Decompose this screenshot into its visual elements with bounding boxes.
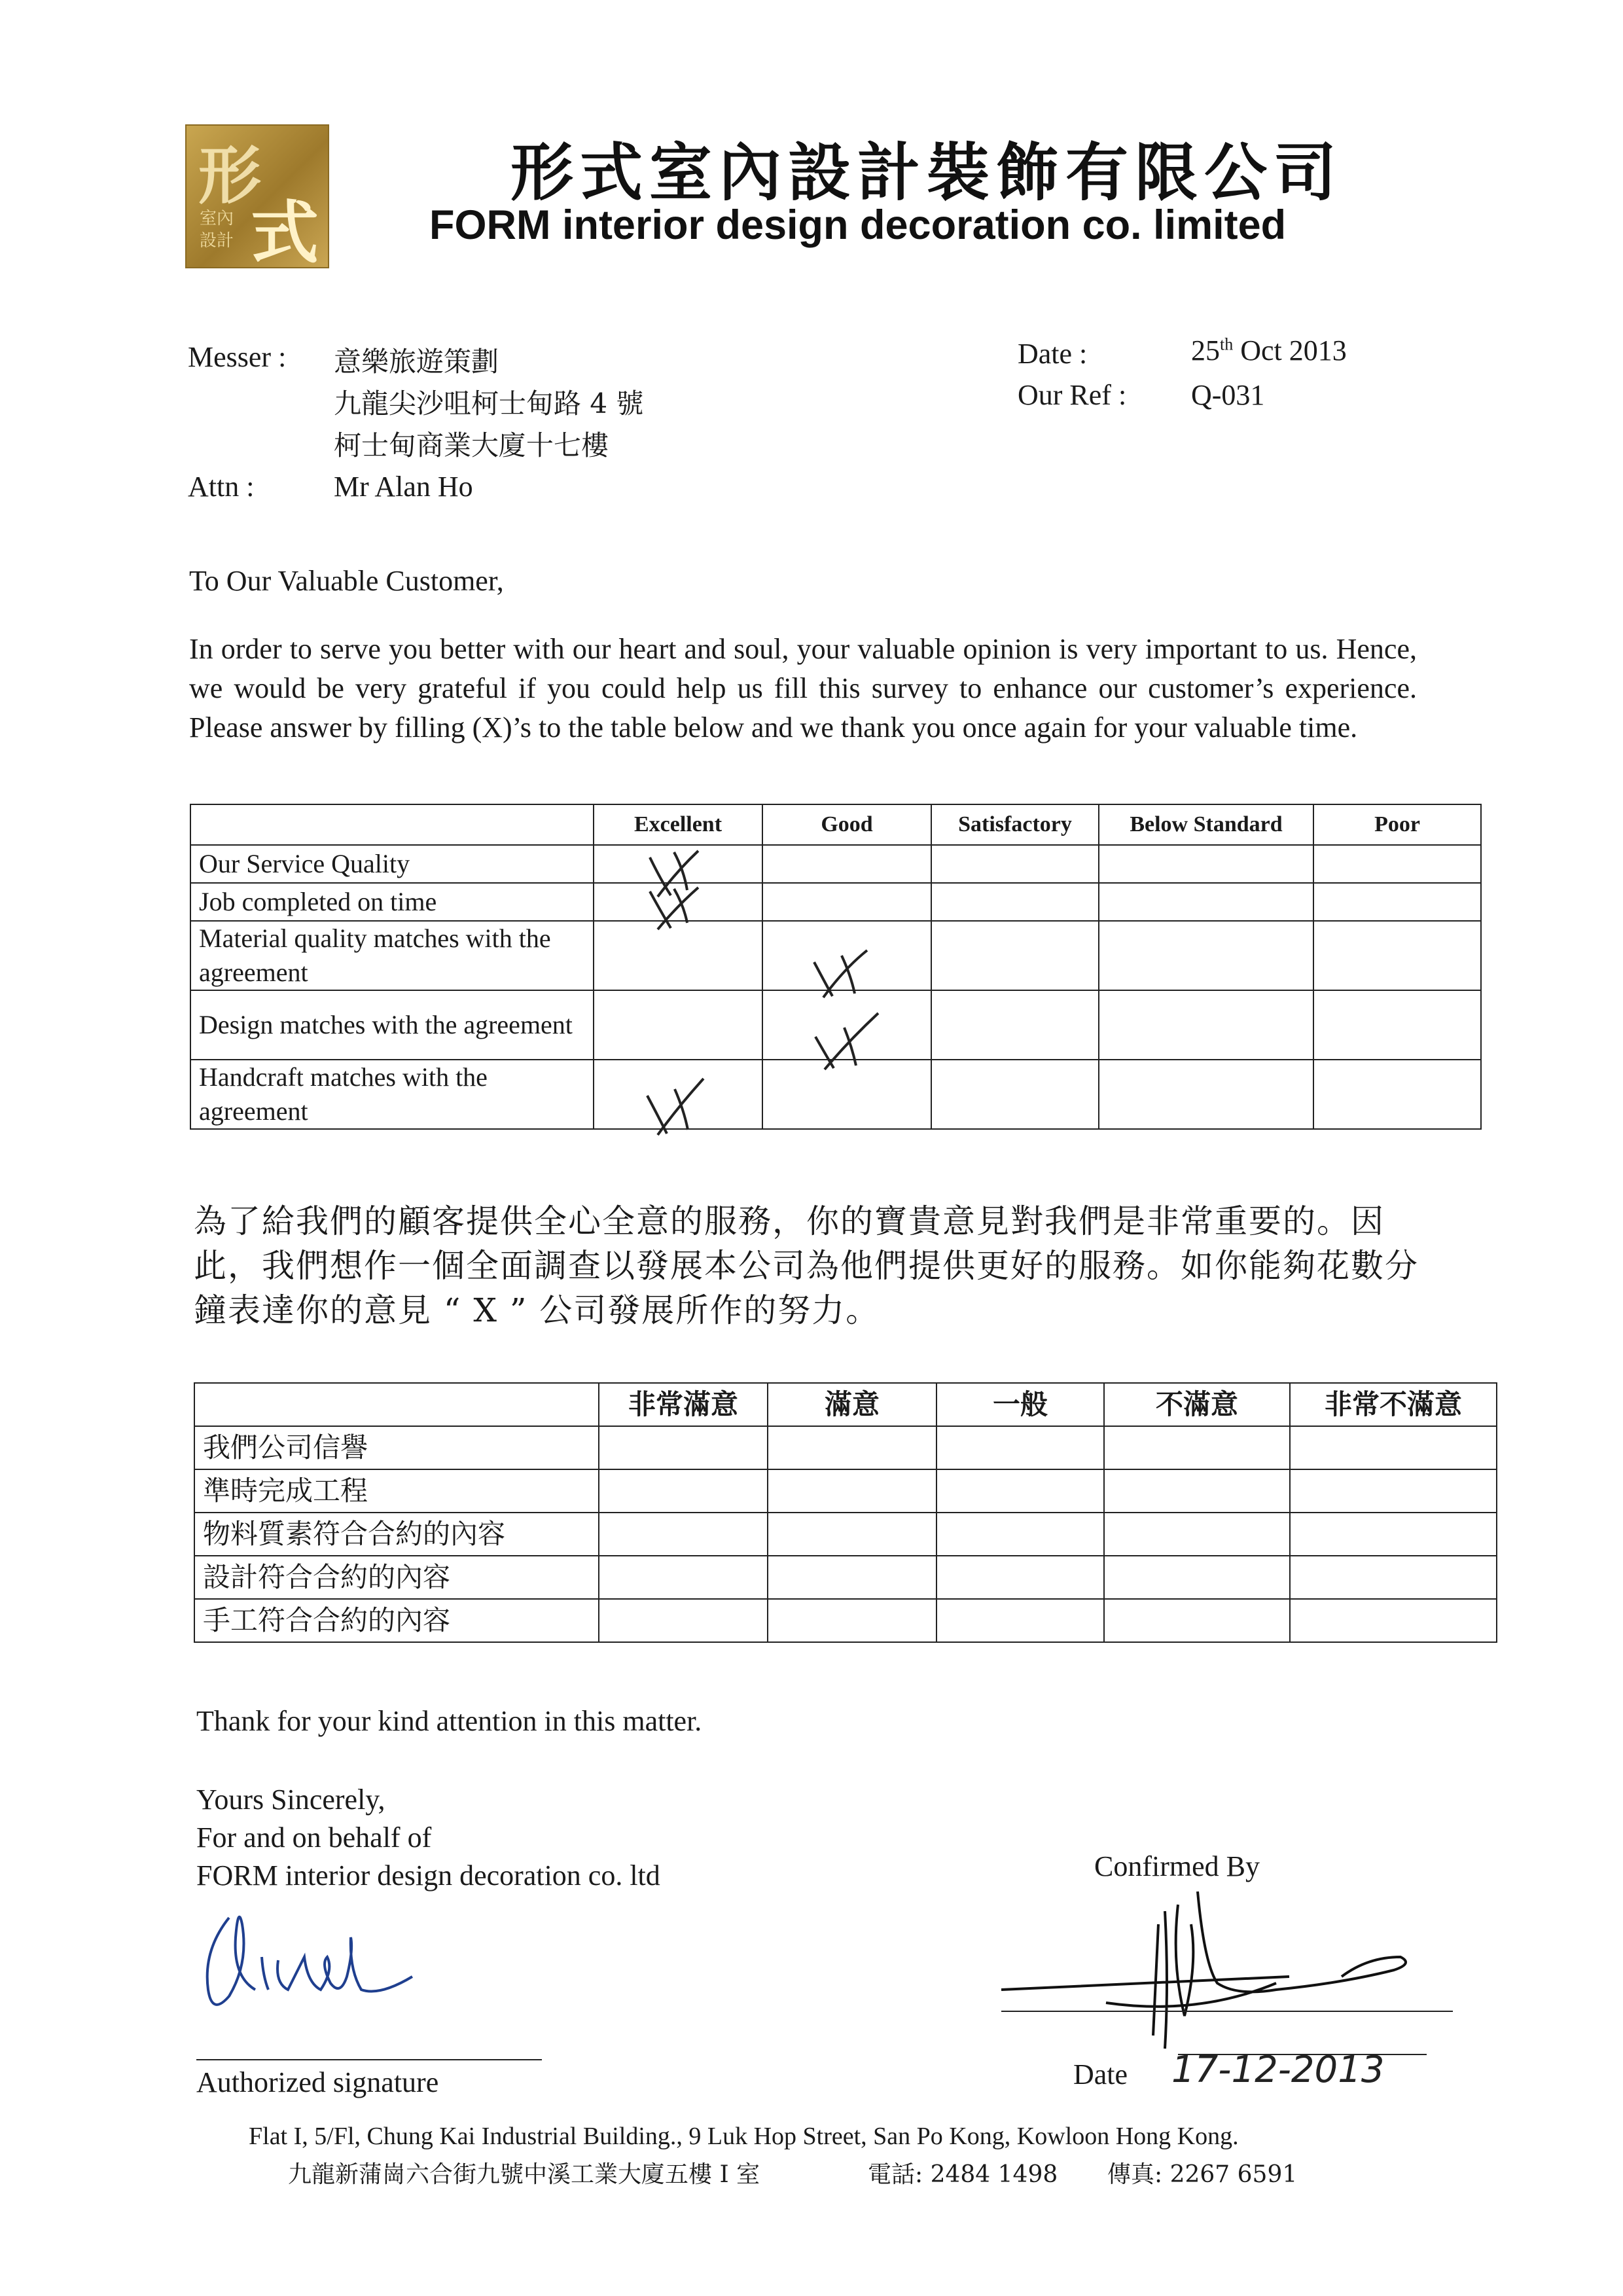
confirmed-signature-line	[1001, 2011, 1453, 2012]
row-label: Handcraft matches with the agreement	[190, 1060, 594, 1129]
rating-cell[interactable]	[931, 1060, 1099, 1129]
ref-label: Our Ref :	[1018, 379, 1127, 411]
column-header-satisfied: 滿意	[768, 1383, 936, 1426]
company-sign-line: FORM interior design decoration co. ltd	[196, 1859, 660, 1892]
rating-cell[interactable]	[1099, 845, 1313, 883]
rating-cell[interactable]	[599, 1599, 768, 1642]
rating-cell[interactable]	[599, 1469, 768, 1513]
footer-fax: 傳真: 2267 6591	[1107, 2161, 1298, 2188]
address-line-3: 柯士甸商業大廈十七樓	[334, 429, 609, 461]
table-row	[194, 1469, 1497, 1513]
rating-cell[interactable]	[762, 845, 931, 883]
svg-text:室內: 室內	[200, 209, 234, 228]
rating-cell[interactable]	[931, 883, 1099, 921]
column-header-unsatisfied: 不滿意	[1104, 1383, 1290, 1426]
rating-cell[interactable]	[1313, 845, 1481, 883]
rating-cell[interactable]	[1313, 883, 1481, 921]
rating-cell[interactable]	[1313, 1060, 1481, 1129]
rating-cell[interactable]	[936, 1513, 1104, 1556]
column-header-average: 一般	[936, 1383, 1104, 1426]
header-empty-cell	[190, 804, 594, 845]
authorized-signature-line	[196, 2059, 542, 2060]
column-header-poor: Poor	[1313, 804, 1481, 845]
rating-cell[interactable]	[1313, 990, 1481, 1060]
row-label: 物料質素符合合約的內容	[194, 1513, 599, 1556]
rating-cell[interactable]	[931, 845, 1099, 883]
rating-cell[interactable]	[1104, 1556, 1290, 1599]
svg-text:形: 形	[198, 139, 261, 213]
address-line-1: 意樂旅遊策劃	[334, 346, 499, 378]
column-header-good: Good	[762, 804, 931, 845]
rating-cell[interactable]	[1099, 883, 1313, 921]
svg-text:設計: 設計	[200, 231, 234, 251]
date-suffix: th	[1220, 334, 1234, 354]
company-name-en: FORM interior design decoration co. limited	[429, 202, 1287, 248]
company-name-cn: 形式室內設計裝飾有限公司	[510, 135, 1343, 209]
rating-cell[interactable]	[762, 883, 931, 921]
rating-cell[interactable]	[768, 1599, 936, 1642]
x-mark-icon	[638, 882, 717, 935]
header-empty-cell	[194, 1383, 599, 1426]
date-value	[1191, 334, 1347, 367]
date-day: 25	[1191, 334, 1220, 367]
table-row	[194, 1556, 1497, 1599]
rating-cell[interactable]	[768, 1426, 936, 1469]
confirmed-signature-icon	[1001, 1885, 1459, 2055]
rating-cell[interactable]	[599, 1556, 768, 1599]
footer-tel: 電話: 2484 1498	[868, 2161, 1058, 2188]
confirmed-by-label: Confirmed By	[1094, 1850, 1260, 1882]
confirm-date-label: Date	[1073, 2058, 1128, 2090]
row-label: Material quality matches with the agreement	[190, 921, 594, 990]
confirm-date-handwritten: 17-12-2013	[1171, 2049, 1385, 2091]
authorized-signature-icon	[190, 1898, 425, 2029]
date-rest: Oct 2013	[1233, 334, 1347, 367]
rating-cell[interactable]	[931, 990, 1099, 1060]
rating-cell[interactable]	[1290, 1426, 1497, 1469]
rating-cell[interactable]	[1104, 1469, 1290, 1513]
svg-text:式: 式	[251, 192, 319, 267]
rating-cell[interactable]	[1290, 1469, 1497, 1513]
rating-cell[interactable]	[1290, 1599, 1497, 1642]
survey-table-cn	[194, 1382, 1497, 1643]
rating-cell[interactable]	[936, 1469, 1104, 1513]
address-line-2: 九龍尖沙咀柯士甸路 4 號	[334, 387, 644, 420]
behalf-line: For and on behalf of	[196, 1821, 432, 1854]
logo-mark	[187, 126, 328, 267]
column-header-excellent: Excellent	[594, 804, 762, 845]
column-header-below-standard: Below Standard	[1099, 804, 1313, 845]
rating-cell[interactable]	[1290, 1556, 1497, 1599]
table-row	[194, 1513, 1497, 1556]
rating-cell[interactable]	[768, 1469, 936, 1513]
row-label: 設計符合合約的內容	[194, 1556, 599, 1599]
column-header-satisfactory: Satisfactory	[931, 804, 1099, 845]
rating-cell[interactable]	[594, 990, 762, 1060]
table-row	[190, 845, 1481, 883]
date-label: Date :	[1018, 338, 1088, 370]
rating-cell[interactable]	[768, 1513, 936, 1556]
rating-cell[interactable]	[1099, 990, 1313, 1060]
company-logo	[185, 124, 329, 268]
greeting: To Our Valuable Customer,	[189, 565, 504, 597]
ref-value: Q-031	[1191, 379, 1265, 411]
rating-cell[interactable]	[1104, 1599, 1290, 1642]
row-label: 我們公司信譽	[194, 1426, 599, 1469]
footer-address-en: Flat I, 5/Fl, Chung Kai Industrial Building., 9 Luk Hop Street, San Po Kong, Kowloon Hong Kong.	[249, 2123, 1239, 2150]
x-mark-icon	[805, 942, 883, 1001]
rating-cell[interactable]	[936, 1426, 1104, 1469]
row-label: 準時完成工程	[194, 1469, 599, 1513]
sincerely-line: Yours Sincerely,	[196, 1784, 385, 1816]
row-label: Job completed on time	[190, 883, 594, 921]
authorized-signature-label: Authorized signature	[196, 2066, 439, 2098]
thanks-line: Thank for your kind attention in this matter.	[196, 1705, 702, 1737]
rating-cell[interactable]	[599, 1426, 768, 1469]
intro-paragraph: In order to serve you better with our heart and soul, your valuable opinion is very important to us. Hence, we would be very grateful if you could help us fill this survey to enhance our customer’s experience. Please answer by filling (X)’s to the table below and we thank you once again for your valuable time.	[189, 633, 1417, 744]
rating-cell[interactable]	[931, 921, 1099, 990]
column-header-very-satisfied: 非常滿意	[599, 1383, 768, 1426]
table-row	[190, 883, 1481, 921]
rating-cell[interactable]	[1290, 1513, 1497, 1556]
rating-cell[interactable]	[1099, 921, 1313, 990]
x-mark-icon	[638, 1073, 717, 1139]
messer-label: Messer :	[188, 341, 287, 373]
table-row	[194, 1599, 1497, 1642]
rating-cell[interactable]	[936, 1556, 1104, 1599]
row-label: Our Service Quality	[190, 845, 594, 883]
row-label: 手工符合合約的內容	[194, 1599, 599, 1642]
table-row	[194, 1426, 1497, 1469]
rating-cell[interactable]	[768, 1556, 936, 1599]
attn-label: Attn :	[188, 471, 255, 503]
rating-cell[interactable]	[599, 1513, 768, 1556]
footer-address-cn: 九龍新蒲崗六合街九號中溪工業大廈五樓 I 室	[288, 2161, 760, 2188]
rating-cell[interactable]	[1104, 1513, 1290, 1556]
row-label: Design matches with the agreement	[190, 990, 594, 1060]
attn-name: Mr Alan Ho	[334, 471, 473, 503]
rating-cell[interactable]	[936, 1599, 1104, 1642]
chinese-paragraph: 為了給我們的顧客提供全心全意的服務，你的寶貴意見對我們是非常重要的。因此，我們想作一個全面調查以發展本公司為他們提供更好的服務。如你能夠花數分鐘表達你的意見 “ X ” 公司發展所作的努力。	[194, 1202, 1419, 1329]
column-header-very-unsatisfied: 非常不滿意	[1290, 1383, 1497, 1426]
rating-cell[interactable]	[1099, 1060, 1313, 1129]
rating-cell[interactable]	[1313, 921, 1481, 990]
rating-cell[interactable]	[1104, 1426, 1290, 1469]
x-mark-icon	[806, 1008, 891, 1073]
